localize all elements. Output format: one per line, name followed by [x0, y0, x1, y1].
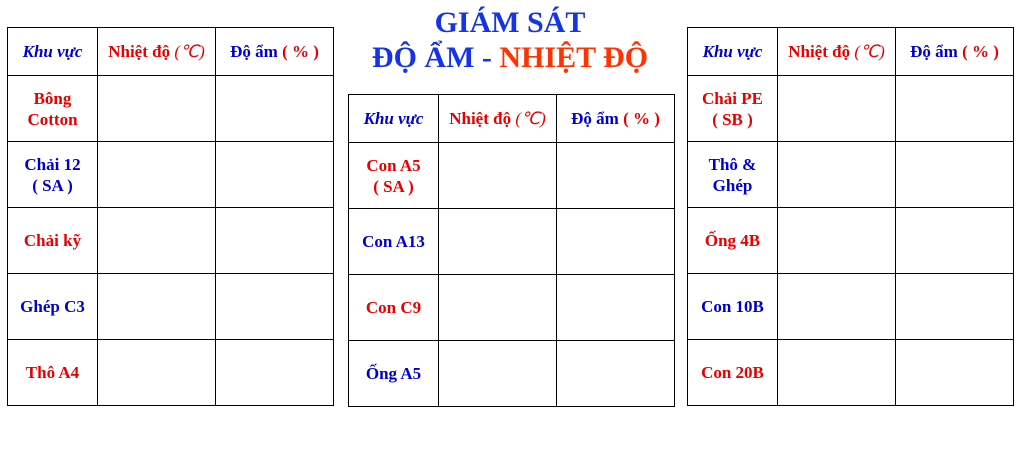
- header-humidity-unit: ( % ): [962, 41, 999, 61]
- temperature-value-cell: [778, 274, 896, 340]
- temperature-value-cell: [439, 341, 557, 407]
- area-name: Chải PE: [702, 88, 763, 108]
- area-cell: [349, 275, 439, 341]
- area-cell: [349, 143, 439, 209]
- temperature-value-cell: [98, 274, 216, 340]
- header-area: Khu vực: [8, 28, 98, 76]
- area-cell: [688, 208, 778, 274]
- title-line-1: GIÁM SÁT: [434, 6, 586, 39]
- title-humidity: ĐỘ ẨM -: [371, 41, 500, 74]
- header-area: Khu vực: [349, 95, 439, 143]
- table-row: [688, 208, 1014, 274]
- humidity-value-cell: [216, 142, 334, 208]
- header-row: [8, 28, 334, 76]
- humidity-value-cell: [896, 76, 1014, 142]
- table-row: [8, 142, 334, 208]
- humidity-value-cell: [557, 341, 675, 407]
- temperature-value-cell: [778, 142, 896, 208]
- area-cell: [688, 340, 778, 406]
- table-row: [349, 275, 675, 341]
- header-humidity-unit: ( % ): [623, 108, 660, 128]
- humidity-value-cell: [896, 274, 1014, 340]
- header-temperature: [439, 95, 557, 143]
- temperature-value-cell: [439, 275, 557, 341]
- header-temperature-unit: (℃): [515, 108, 546, 128]
- table-row: [8, 340, 334, 406]
- area-cell: [8, 76, 98, 142]
- header-humidity-label: Độ ẩm: [230, 41, 278, 61]
- header-temperature-unit: (℃): [174, 41, 205, 61]
- area-cell: [688, 76, 778, 142]
- area-name: Chải kỹ: [23, 231, 82, 250]
- temperature-value-cell: [98, 340, 216, 406]
- header-temperature: [98, 28, 216, 76]
- area-name-sub: Ghép: [712, 175, 753, 195]
- temperature-value-cell: [98, 208, 216, 274]
- area-cell: [8, 142, 98, 208]
- header-humidity-label: Độ ẩm: [910, 41, 958, 61]
- area-cell: [688, 274, 778, 340]
- table-row: [349, 209, 675, 275]
- area-name: Ghép C3: [20, 297, 85, 316]
- area-cell: [8, 340, 98, 406]
- area-name-sub: ( SB ): [712, 109, 753, 129]
- temperature-value-cell: [439, 209, 557, 275]
- temperature-value-cell: [778, 208, 896, 274]
- humidity-value-cell: [896, 142, 1014, 208]
- temperature-value-cell: [439, 143, 557, 209]
- header-humidity: [896, 28, 1014, 76]
- table-left: [7, 27, 334, 406]
- table-row: [688, 142, 1014, 208]
- title-line-2: [340, 41, 680, 75]
- header-humidity: [216, 28, 334, 76]
- area-name: Con 10B: [701, 297, 764, 316]
- header-temperature: [778, 28, 896, 76]
- area-cell: [349, 341, 439, 407]
- header-row: [349, 95, 675, 143]
- area-name-sub: ( SA ): [32, 175, 73, 195]
- area-name: Chải 12: [24, 154, 81, 174]
- header-humidity-unit: ( % ): [282, 41, 319, 61]
- area-cell: [688, 142, 778, 208]
- area-name: Con A13: [362, 232, 425, 251]
- humidity-value-cell: [216, 340, 334, 406]
- header-row: [688, 28, 1014, 76]
- area-name: Con C9: [365, 298, 422, 317]
- header-area: Khu vực: [688, 28, 778, 76]
- header-temperature-label: Nhiệt độ: [449, 108, 512, 128]
- area-name-sub: Cotton: [27, 109, 78, 129]
- title-temperature: NHIỆT ĐỘ: [499, 41, 649, 74]
- table-row: [8, 208, 334, 274]
- area-name: Ống 4B: [704, 231, 761, 250]
- temperature-value-cell: [98, 142, 216, 208]
- humidity-value-cell: [557, 275, 675, 341]
- area-cell: [8, 274, 98, 340]
- table-row: [8, 274, 334, 340]
- table-row: [8, 76, 334, 142]
- area-name: Thô A4: [25, 363, 80, 382]
- humidity-value-cell: [216, 274, 334, 340]
- area-cell: [349, 209, 439, 275]
- humidity-value-cell: [896, 340, 1014, 406]
- humidity-value-cell: [216, 76, 334, 142]
- area-name: Thô &: [708, 154, 757, 174]
- table-row: [688, 340, 1014, 406]
- table-row: [688, 76, 1014, 142]
- table-row: [349, 143, 675, 209]
- temperature-value-cell: [98, 76, 216, 142]
- table-right: [687, 27, 1014, 406]
- header-temperature-label: Nhiệt độ: [108, 41, 171, 61]
- header-humidity: [557, 95, 675, 143]
- table-row: [349, 341, 675, 407]
- area-name: Con A5: [366, 155, 421, 175]
- header-temperature-label: Nhiệt độ: [788, 41, 851, 61]
- temperature-value-cell: [778, 76, 896, 142]
- temperature-value-cell: [778, 340, 896, 406]
- page-title: [340, 6, 680, 75]
- area-cell: [8, 208, 98, 274]
- table-middle: [348, 94, 675, 407]
- area-name: Ống A5: [365, 364, 422, 383]
- humidity-value-cell: [557, 143, 675, 209]
- humidity-value-cell: [896, 208, 1014, 274]
- header-humidity-label: Độ ẩm: [571, 108, 619, 128]
- area-name: Bông: [33, 88, 72, 108]
- area-name: Con 20B: [701, 363, 764, 382]
- table-row: [688, 274, 1014, 340]
- humidity-value-cell: [216, 208, 334, 274]
- header-temperature-unit: (℃): [854, 41, 885, 61]
- humidity-value-cell: [557, 209, 675, 275]
- area-name-sub: ( SA ): [373, 176, 414, 196]
